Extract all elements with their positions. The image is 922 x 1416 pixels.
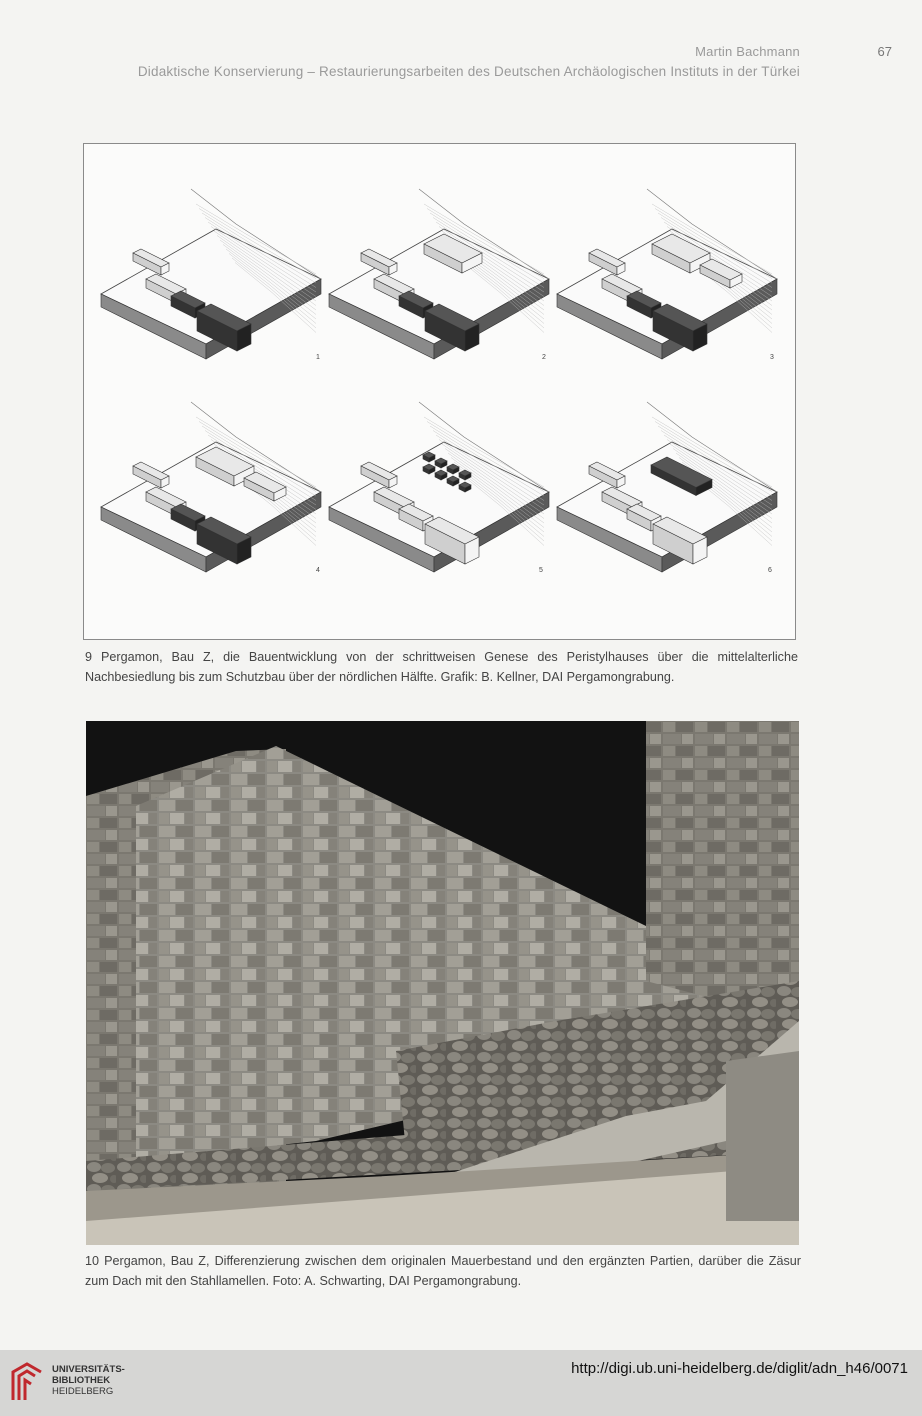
panel-label: 1 — [316, 354, 320, 361]
isometric-panel-5 — [324, 392, 554, 592]
logo-line-2: BIBLIOTHEK — [52, 1375, 111, 1386]
isometric-panel-1 — [96, 179, 326, 379]
figure-9-caption: 9 Pergamon, Bau Z, die Bauentwicklung von der schrittweisen Genese des Peristylhauses über die mittelalterliche Nachbesiedlung bis zum Schutzbau über der nördlichen Hälfte. Grafik: B. Kellner, DAI Pergamongrabung. — [85, 650, 798, 684]
isometric-panel-6 — [552, 392, 782, 592]
running-head-title: Didaktische Konservierung – Restaurierungsarbeiten des Deutschen Archäologischen Instituts in der Türkei — [137, 64, 800, 79]
panel-label: 6 — [768, 567, 772, 574]
running-head-author: Martin Bachmann — [695, 44, 800, 59]
ub-heidelberg-wordmark — [52, 1364, 125, 1397]
panel-label: 2 — [542, 354, 546, 361]
logo-line-1: UNIVERSITÄTS- — [52, 1364, 125, 1375]
logo-line-3: HEIDELBERG — [52, 1386, 114, 1397]
isometric-panel-2 — [324, 179, 554, 379]
panel-label: 5 — [539, 567, 543, 574]
permalink-url[interactable]: http://digi.ub.uni-heidelberg.de/diglit/adn_h46/0071 — [571, 1360, 908, 1377]
ub-heidelberg-logo-icon[interactable] — [9, 1360, 45, 1404]
page-number: 67 — [877, 44, 892, 59]
panel-label: 4 — [316, 567, 320, 574]
figure-10-caption: 10 Pergamon, Bau Z, Differenzierung zwischen dem originalen Mauerbestand und den ergänzten Partien, darüber die Zäsur zum Dach mit den Stahllamellen. Foto: A. Schwarting, DAI Pergamongrabung. — [85, 1254, 801, 1288]
isometric-panel-3 — [552, 179, 782, 379]
panel-label: 3 — [770, 354, 774, 361]
isometric-panel-4 — [96, 392, 326, 592]
figure-10-photo — [86, 721, 799, 1245]
figure-9-frame — [83, 143, 796, 640]
